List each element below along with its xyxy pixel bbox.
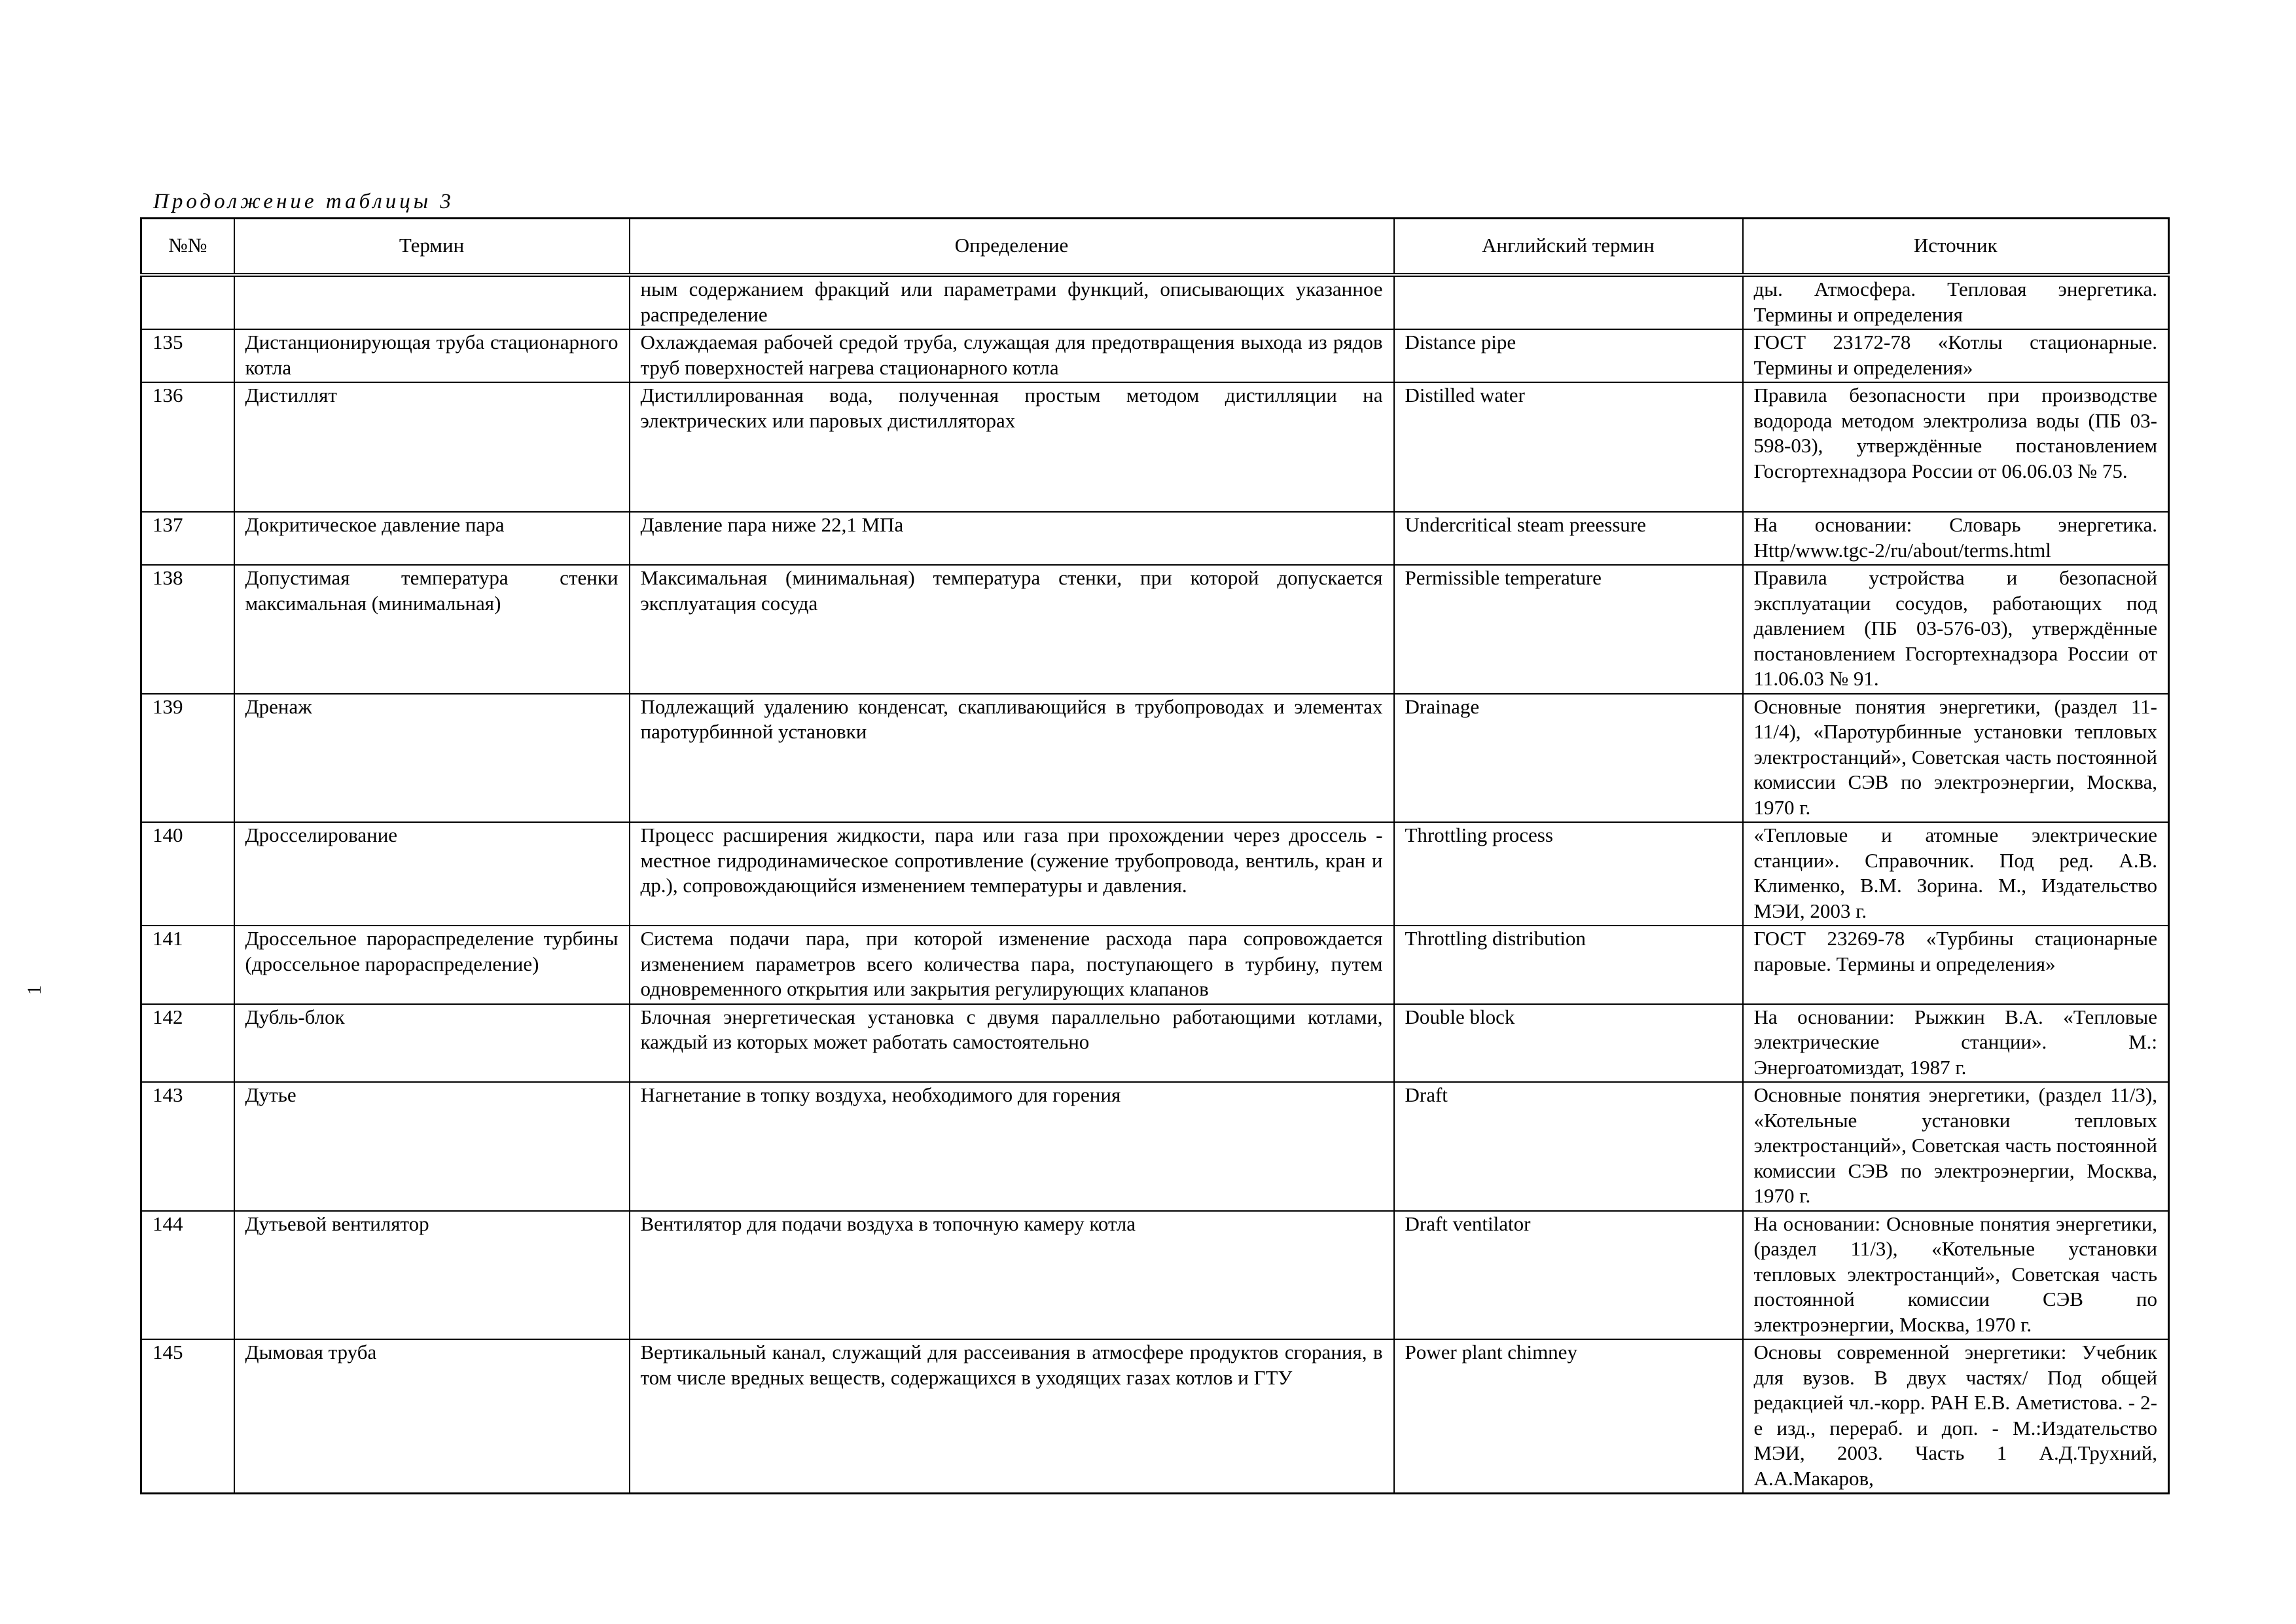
cell-term: Дистиллят bbox=[234, 382, 630, 512]
cell-num: 145 bbox=[141, 1339, 234, 1494]
cell-source: ГОСТ 23269-78 «Турбины стационарные паровые. Термины и определения» bbox=[1743, 926, 2169, 1004]
cell-term: Дросселирование bbox=[234, 822, 630, 926]
terms-table bbox=[140, 217, 2170, 1494]
cell-num bbox=[141, 275, 234, 329]
table-row bbox=[141, 329, 2169, 382]
cell-english bbox=[1394, 275, 1743, 329]
cell-source: Правила устройства и безопасной эксплуатации сосудов, работающих под давлением (ПБ 03-576-03), утверждённые постановлением Госгортехнадзора России от 11.06.03 № 91. bbox=[1743, 565, 2169, 694]
cell-num: 137 bbox=[141, 512, 234, 565]
cell-source: На основании: Рыжкин В.А. «Тепловые электрические станции». М.: Энергоатомиздат, 1987 г. bbox=[1743, 1004, 2169, 1083]
cell-source: ды. Атмосфера. Тепловая энергетика. Термины и определения bbox=[1743, 275, 2169, 329]
cell-term: Дренаж bbox=[234, 694, 630, 823]
cell-english: Drainage bbox=[1394, 694, 1743, 823]
table-row bbox=[141, 382, 2169, 512]
cell-english: Permissible temperature bbox=[1394, 565, 1743, 694]
header-source: Источник bbox=[1743, 219, 2169, 276]
cell-definition: Дистиллированная вода, полученная простым методом дистилляции на электрических или паровых дистилляторах bbox=[630, 382, 1394, 512]
cell-definition: Нагнетание в топку воздуха, необходимого для горения bbox=[630, 1082, 1394, 1211]
table-caption: Продолжение таблицы 3 bbox=[153, 190, 454, 213]
page-number: 1 bbox=[24, 985, 45, 995]
cell-term bbox=[234, 275, 630, 329]
cell-english: Throttling distribution bbox=[1394, 926, 1743, 1004]
cell-definition: Вертикальный канал, служащий для рассеивания в атмосфере продуктов сгорания, в том числе вредных веществ, содержащихся в уходящих газах котлов и ГТУ bbox=[630, 1339, 1394, 1494]
header-english: Английский термин bbox=[1394, 219, 1743, 276]
cell-source: ГОСТ 23172-78 «Котлы стационарные. Термины и определения» bbox=[1743, 329, 2169, 382]
cell-definition: Вентилятор для подачи воздуха в топочную камеру котла bbox=[630, 1211, 1394, 1340]
cell-num: 135 bbox=[141, 329, 234, 382]
cell-english: Undercritical steam preessure bbox=[1394, 512, 1743, 565]
cell-definition: Процесс расширения жидкости, пара или газа при прохождении через дроссель - местное гидродинамическое сопротивление (сужение трубопровода, вентиль, кран и др.), сопровождающийся изменением температуры и давления. bbox=[630, 822, 1394, 926]
table-row bbox=[141, 694, 2169, 823]
cell-source: Основы современной энергетики: Учебник для вузов. В двух частях/ Под общей редакцией чл.-корр. РАН Е.В. Аметистова. - 2-е изд., перераб. и доп. - М.:Издательство МЭИ, 2003. Часть 1 А.Д.Трухний, А.А.Макаров, bbox=[1743, 1339, 2169, 1494]
cell-definition: Подлежащий удалению конденсат, скапливающийся в трубопроводах и элементах паротурбинной установки bbox=[630, 694, 1394, 823]
table-row bbox=[141, 1339, 2169, 1494]
cell-term: Докритическое давление пара bbox=[234, 512, 630, 565]
header-definition: Определение bbox=[630, 219, 1394, 276]
cell-num: 138 bbox=[141, 565, 234, 694]
cell-english: Double block bbox=[1394, 1004, 1743, 1083]
table-row bbox=[141, 275, 2169, 329]
cell-source: Основные понятия энергетики, (раздел 11/3), «Котельные установки тепловых электростанций», Советская часть постоянной комиссии СЭВ по электроэнергии, Москва, 1970 г. bbox=[1743, 1082, 2169, 1211]
cell-definition: Давление пара ниже 22,1 МПа bbox=[630, 512, 1394, 565]
cell-source: «Тепловые и атомные электрические станции». Справочник. Под ред. А.В. Клименко, В.М. Зорина. М., Издательство МЭИ, 2003 г. bbox=[1743, 822, 2169, 926]
cell-term: Дроссельное парораспределение турбины (дроссельное парораспределение) bbox=[234, 926, 630, 1004]
cell-source: На основании: Основные понятия энергетики, (раздел 11/3), «Котельные установки тепловых электростанций», Советская часть постоянной комиссии СЭВ по электроэнергии, Москва, 1970 г. bbox=[1743, 1211, 2169, 1340]
table-row bbox=[141, 1004, 2169, 1083]
table-row bbox=[141, 822, 2169, 926]
cell-term: Дистанционирующая труба стационарного котла bbox=[234, 329, 630, 382]
cell-num: 141 bbox=[141, 926, 234, 1004]
cell-definition: Блочная энергетическая установка с двумя параллельно работающими котлами, каждый из которых может работать самостоятельно bbox=[630, 1004, 1394, 1083]
cell-num: 143 bbox=[141, 1082, 234, 1211]
cell-source: Правила безопасности при производстве водорода методом электролиза воды (ПБ 03-598-03), утверждённые постановлением Госгортехнадзора России от 06.06.03 № 75. bbox=[1743, 382, 2169, 512]
header-term: Термин bbox=[234, 219, 630, 276]
cell-term: Допустимая температура стенки максимальная (минимальная) bbox=[234, 565, 630, 694]
table-row bbox=[141, 1082, 2169, 1211]
cell-definition: ным содержанием фракций или параметрами функций, описывающих указанное распределение bbox=[630, 275, 1394, 329]
cell-source: На основании: Словарь энергетика. Http/www.tgc-2/ru/about/terms.html bbox=[1743, 512, 2169, 565]
cell-num: 142 bbox=[141, 1004, 234, 1083]
cell-english: Throttling process bbox=[1394, 822, 1743, 926]
table-row bbox=[141, 565, 2169, 694]
table-row bbox=[141, 1211, 2169, 1340]
cell-term: Дубль-блок bbox=[234, 1004, 630, 1083]
table-header-row bbox=[141, 219, 2169, 276]
cell-term: Дымовая труба bbox=[234, 1339, 630, 1494]
cell-english: Power plant chimney bbox=[1394, 1339, 1743, 1494]
cell-num: 136 bbox=[141, 382, 234, 512]
cell-definition: Система подачи пара, при которой изменение расхода пара сопровождается изменением параметров всего количества пара, поступающего в турбину, путем одновременного открытия или закрытия регулирующих клапанов bbox=[630, 926, 1394, 1004]
cell-source: Основные понятия энергетики, (раздел 11-11/4), «Паротурбинные установки тепловых электростанций», Советская часть постоянной комиссии СЭВ по электроэнергии, Москва, 1970 г. bbox=[1743, 694, 2169, 823]
header-num: №№ bbox=[141, 219, 234, 276]
cell-term: Дутьевой вентилятор bbox=[234, 1211, 630, 1340]
cell-num: 140 bbox=[141, 822, 234, 926]
cell-english: Distilled water bbox=[1394, 382, 1743, 512]
cell-english: Draft ventilator bbox=[1394, 1211, 1743, 1340]
cell-english: Draft bbox=[1394, 1082, 1743, 1211]
cell-term: Дутье bbox=[234, 1082, 630, 1211]
cell-num: 144 bbox=[141, 1211, 234, 1340]
cell-num: 139 bbox=[141, 694, 234, 823]
table-row bbox=[141, 512, 2169, 565]
table-row bbox=[141, 926, 2169, 1004]
cell-definition: Максимальная (минимальная) температура стенки, при которой допускается эксплуатация сосуда bbox=[630, 565, 1394, 694]
cell-english: Distance pipe bbox=[1394, 329, 1743, 382]
cell-definition: Охлаждаемая рабочей средой труба, служащая для предотвращения выхода из рядов труб поверхностей нагрева стационарного котла bbox=[630, 329, 1394, 382]
